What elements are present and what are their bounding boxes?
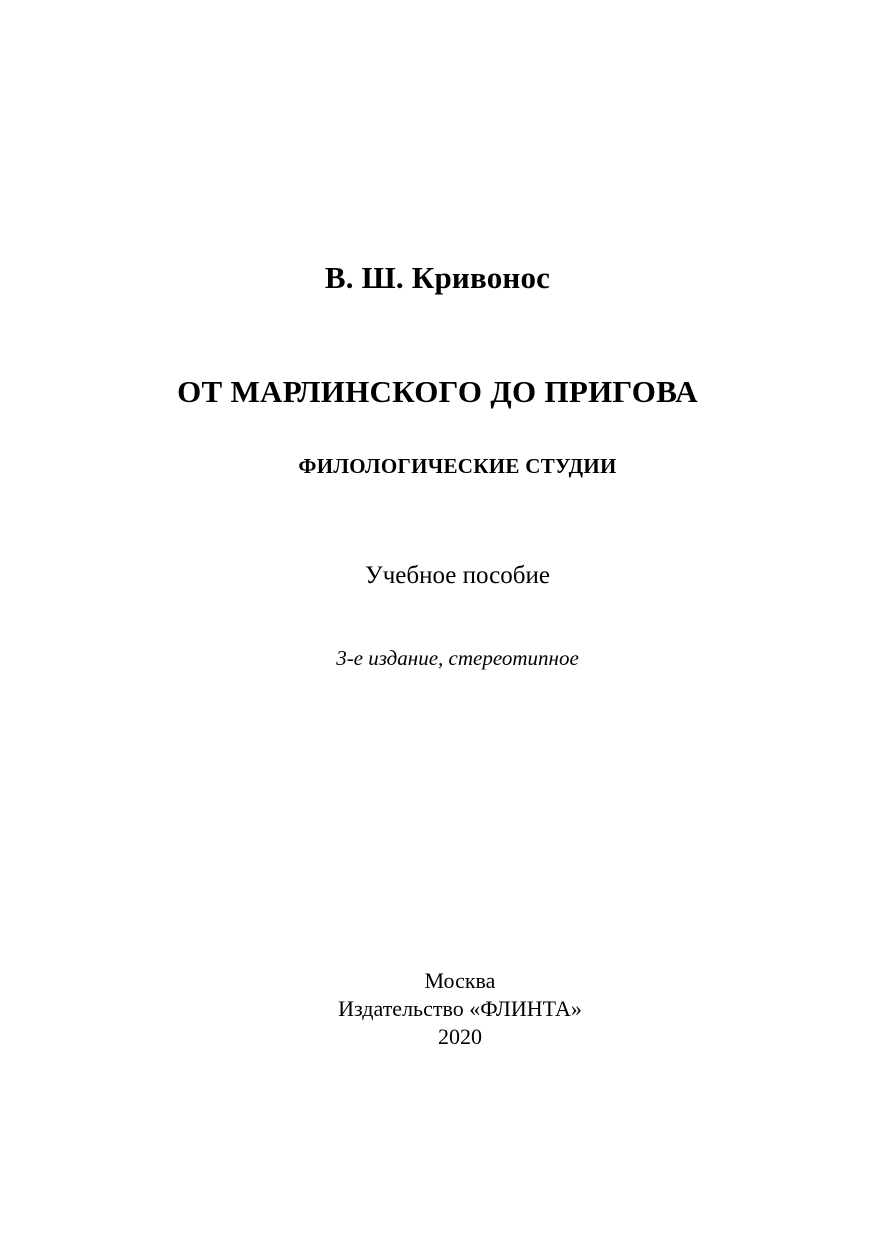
imprint-year: 2020 (438, 1024, 482, 1049)
author-name: В. Ш. Кривонос (324, 260, 551, 295)
edition-note: 3-е издание, стереотипное (336, 646, 579, 670)
imprint-city: Москва (424, 968, 496, 993)
imprint-block (270, 967, 650, 1051)
publication-type: Учебное пособие (365, 562, 550, 589)
book-title: ОТ МАРЛИНСКОГО ДО ПРИГОВА (177, 374, 698, 409)
book-subtitle: ФИЛОЛОГИЧЕСКИЕ СТУДИИ (298, 454, 617, 478)
imprint-publisher: Издательство «ФЛИНТА» (338, 996, 582, 1021)
